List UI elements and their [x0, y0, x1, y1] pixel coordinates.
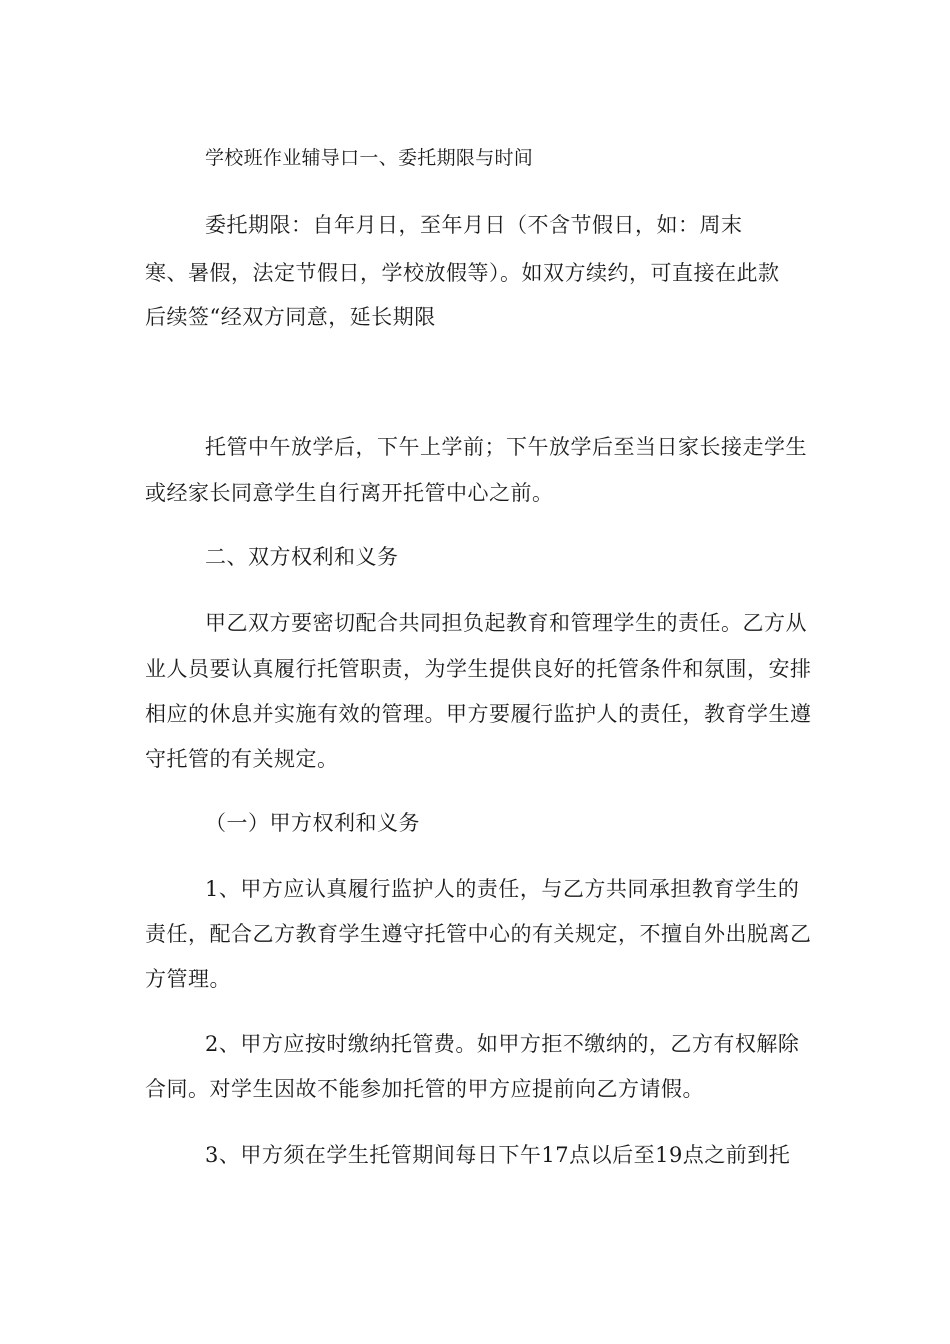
term-line-1: 委托期限：自年月日，至年月日（不含节假日，如：周末: [205, 213, 743, 237]
hours-line-1: 托管中午放学后，下午上学前；下午放学后至当日家长接走学生: [205, 435, 807, 459]
item3-line-1: 3、甲方须在学生托管期间每日下午17点以后至19点之前到托: [205, 1143, 791, 1167]
sub-heading-party-a: （一）甲方权利和义务: [205, 811, 420, 835]
hours-line-2: 或经家长同意学生自行离开托管中心之前。: [145, 481, 554, 505]
section2-intro-line-4: 守托管的有关规定。: [145, 747, 339, 771]
item1-line-1: 1、甲方应认真履行监护人的责任，与乙方共同承担教育学生的: [205, 877, 800, 901]
term-line-2: 寒、暑假，法定节假日，学校放假等）。如双方续约，可直接在此款: [145, 261, 780, 285]
item1-line-2: 责任，配合乙方教育学生遵守托管中心的有关规定，不擅自外出脱离乙: [145, 922, 812, 946]
item2-line-1: 2、甲方应按时缴纳托管费。如甲方拒不缴纳的，乙方有权解除: [205, 1032, 800, 1056]
term-line-3: 后续签“经双方同意，延长期限: [145, 305, 436, 329]
section2-heading: 二、双方权利和义务: [205, 545, 399, 569]
section2-intro-line-3: 相应的休息并实施有效的管理。甲方要履行监护人的责任，教育学生遵: [145, 702, 812, 726]
item1-line-3: 方管理。: [145, 967, 231, 991]
document-title-line: 学校班作业辅导口一、委托期限与时间: [205, 147, 534, 169]
section2-intro-line-1: 甲乙双方要密切配合共同担负起教育和管理学生的责任。乙方从: [205, 611, 807, 635]
section2-intro-line-2: 业人员要认真履行托管职责，为学生提供良好的托管条件和氛围，安排: [145, 657, 812, 681]
item2-line-2: 合同。对学生因故不能参加托管的甲方应提前向乙方请假。: [145, 1077, 704, 1101]
